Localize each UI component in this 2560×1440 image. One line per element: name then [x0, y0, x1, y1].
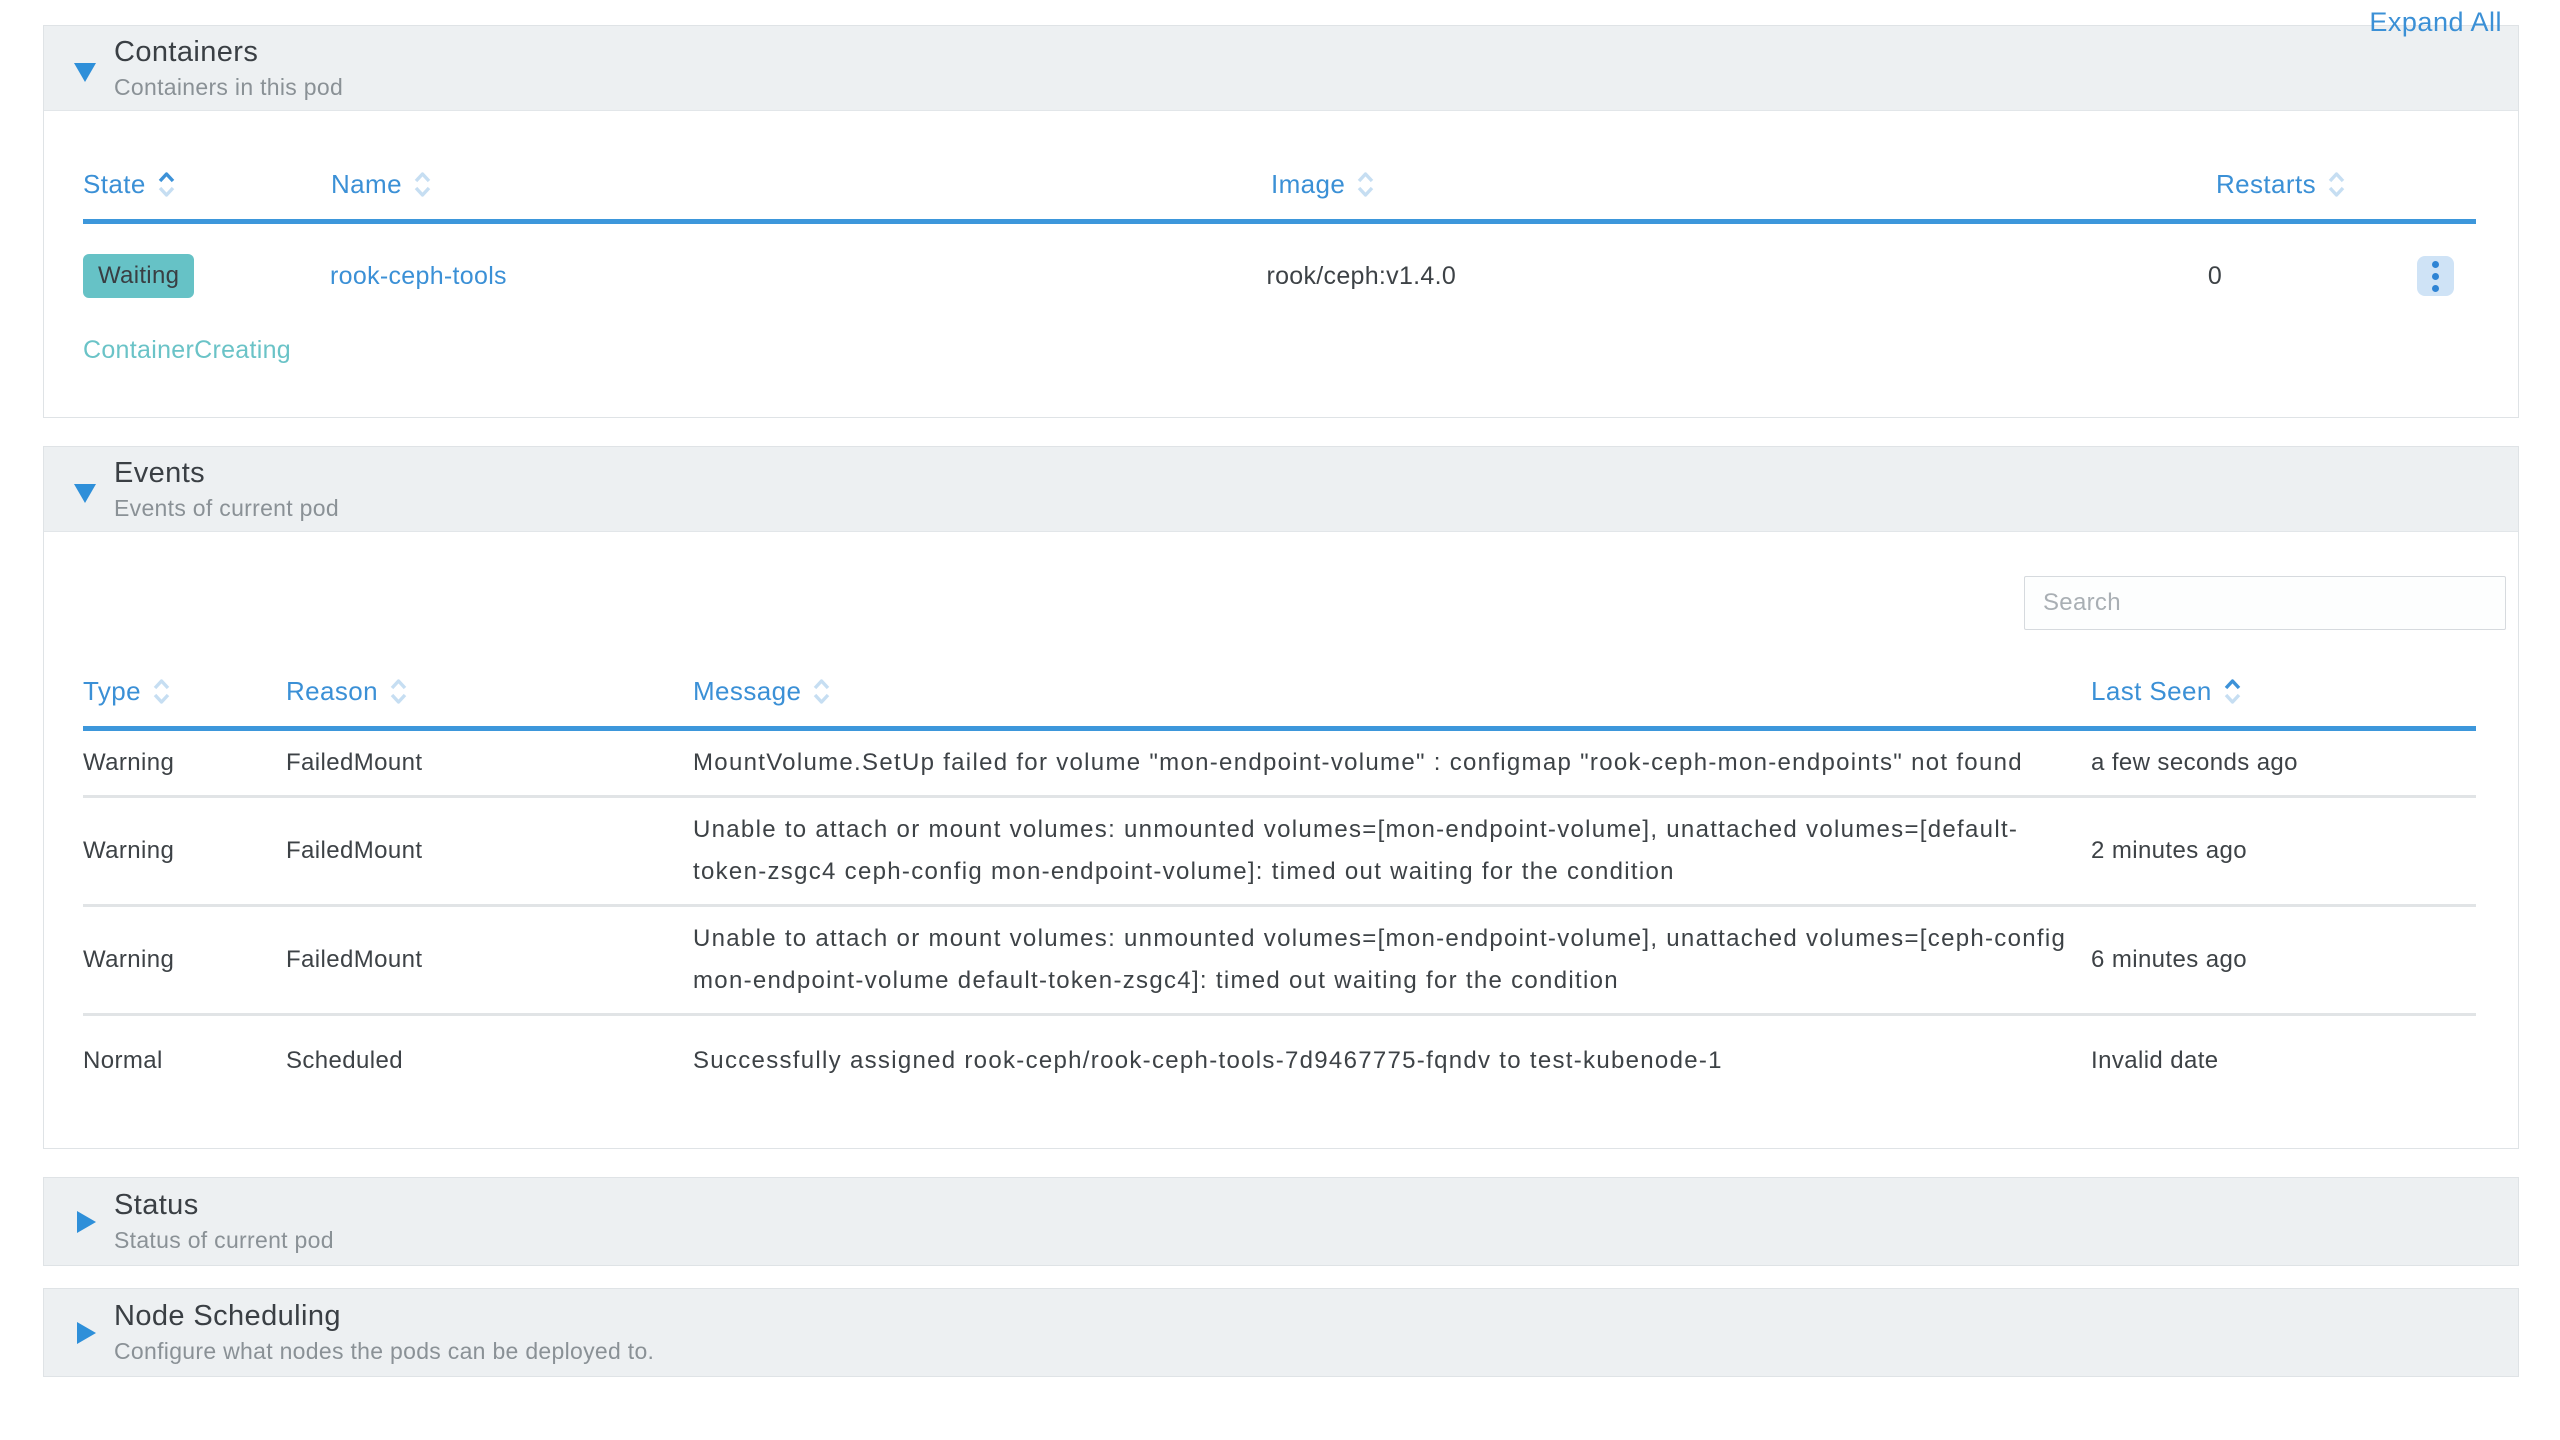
event-type: Warning	[83, 837, 175, 864]
node-scheduling-subtitle: Configure what nodes the pods can be deployed to.	[114, 1338, 655, 1364]
vertical-ellipsis-icon	[2432, 273, 2439, 280]
column-header-image[interactable]: Image	[1271, 169, 2216, 200]
status-section-header[interactable]	[44, 1178, 2518, 1265]
event-reason: FailedMount	[286, 837, 423, 864]
event-message: Unable to attach or mount volumes: unmounted volumes=[mon-endpoint-volume], unattached volumes=[default-token-zsgc4 ceph-config mon-endpoint-volume]: timed out waiting for the condition	[693, 816, 2019, 885]
event-type: Normal	[83, 1047, 163, 1074]
sort-icon	[390, 678, 407, 705]
sort-icon	[2224, 678, 2241, 705]
event-last-seen: Invalid date	[2091, 1047, 2219, 1074]
event-type: Warning	[83, 749, 175, 776]
events-section	[43, 446, 2519, 1149]
event-row	[83, 731, 2476, 795]
expand-triangle-icon[interactable]	[77, 1322, 96, 1344]
container-image: rook/ceph:v1.4.0	[1266, 261, 1457, 290]
event-row	[83, 904, 2476, 1013]
status-title: Status	[114, 1189, 199, 1221]
sort-icon	[158, 171, 175, 198]
containers-title: Containers	[114, 35, 259, 68]
column-header-state[interactable]: State	[83, 169, 331, 200]
node-scheduling-title: Node Scheduling	[114, 1300, 341, 1332]
row-menu-button[interactable]	[2417, 256, 2454, 296]
event-row	[83, 1013, 2476, 1096]
sort-icon	[414, 171, 431, 198]
events-table-header	[83, 668, 2476, 714]
expand-all-link[interactable]: Expand All	[2369, 7, 2502, 37]
container-row	[83, 224, 2476, 298]
collapse-triangle-icon[interactable]	[74, 484, 96, 503]
event-reason: Scheduled	[286, 1047, 404, 1074]
event-message: Successfully assigned rook-ceph/rook-ceph-tools-7d9467775-fqndv to test-kubenode-1	[693, 1047, 1723, 1074]
events-section-header[interactable]	[44, 447, 2518, 532]
container-restarts: 0	[2207, 261, 2223, 290]
event-reason: FailedMount	[286, 749, 423, 776]
sort-icon	[2328, 171, 2345, 198]
node-scheduling-section-header[interactable]	[44, 1289, 2518, 1376]
containers-table-header	[83, 161, 2476, 207]
event-message: MountVolume.SetUp failed for volume "mon-endpoint-volume" : configmap "rook-ceph-mon-endpoints" not found	[693, 749, 2023, 776]
column-header-restarts[interactable]: Restarts	[2216, 169, 2426, 200]
sort-icon	[1357, 171, 1374, 198]
column-header-name[interactable]: Name	[331, 169, 1271, 200]
sort-icon	[153, 678, 170, 705]
state-badge: Waiting	[83, 254, 194, 298]
vertical-ellipsis-icon	[2432, 285, 2439, 292]
column-header-last-seen[interactable]: Last Seen	[2091, 676, 2476, 707]
column-header-reason[interactable]: Reason	[286, 676, 693, 707]
status-section	[43, 1177, 2519, 1266]
event-last-seen: 2 minutes ago	[2091, 837, 2247, 864]
expand-triangle-icon[interactable]	[77, 1211, 96, 1233]
collapse-triangle-icon[interactable]	[74, 63, 96, 82]
containers-section	[43, 25, 2519, 418]
containers-subtitle: Containers in this pod	[114, 73, 344, 100]
event-message: Unable to attach or mount volumes: unmounted volumes=[mon-endpoint-volume], unattached volumes=[ceph-config mon-endpoint-volume default-token-zsgc4]: timed out waiting for the condition	[693, 925, 2067, 994]
container-state-note: ContainerCreating	[83, 336, 291, 364]
event-last-seen: 6 minutes ago	[2091, 946, 2247, 973]
column-header-type[interactable]: Type	[83, 676, 286, 707]
events-subtitle: Events of current pod	[114, 494, 339, 521]
event-type: Warning	[83, 946, 175, 973]
sort-icon	[813, 678, 830, 705]
event-reason: FailedMount	[286, 946, 423, 973]
node-scheduling-section	[43, 1288, 2519, 1377]
events-title: Events	[114, 456, 206, 489]
event-row	[83, 795, 2476, 904]
vertical-ellipsis-icon	[2432, 261, 2439, 268]
container-name-link[interactable]: rook-ceph-tools	[330, 261, 507, 290]
status-subtitle: Status of current pod	[114, 1227, 334, 1253]
column-header-message[interactable]: Message	[693, 676, 2091, 707]
containers-section-header[interactable]	[44, 26, 2518, 111]
events-search-input[interactable]	[2024, 576, 2506, 630]
event-last-seen: a few seconds ago	[2091, 749, 2298, 776]
